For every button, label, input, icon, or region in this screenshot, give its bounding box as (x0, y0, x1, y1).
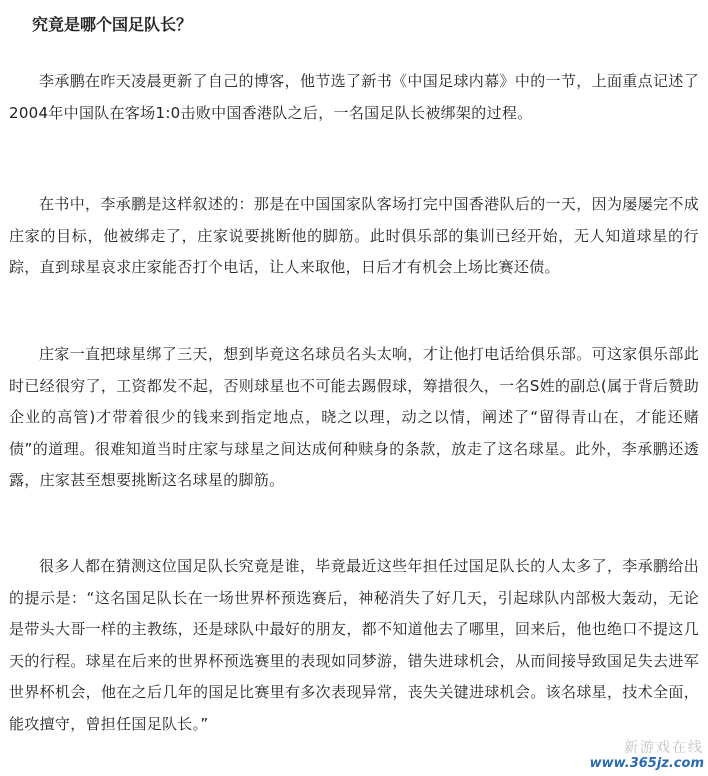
watermark (590, 740, 704, 772)
paragraph-1: 李承鹏在昨天凌晨更新了自己的博客，他节选了新书《中国足球内幕》中的一节，上面重点记述了2004年中国队在客场1:0击败中国香港队之后，一名国足队长被绑架的过程。 (9, 72, 699, 122)
paragraph-2: 在书中，李承鹏是这样叙述的：那是在中国国家队客场打完中国香港队后的一天，因为屡屡完不成庄家的目标，他被绑走了，庄家说要挑断他的脚筋。此时俱乐部的集训已经开始，无人知道球星的行踪，直到球星哀求庄家能否打个电话，让人来取他，日后才有机会上场比赛还债。 (9, 195, 699, 276)
paragraph-4: 很多人都在猜测这位国足队长究竟是谁，毕竟最近这些年担任过国足队长的人太多了，李承鹏给出的提示是：“这名国足队长在一场世界杯预选赛后，神秘消失了好几天，引起球队内部极大轰动，无论是带头大哥一样的主教练，还是球队中最好的朋友，都不知道他去了哪里，回来后，他也绝口不提这几天的行程。球星在后来的世界杯预选赛里的表现如同梦游，错失进球机会，从而间接导致国足失去进军世界杯机会，他在之后几年的国足比赛里有多次表现异常，丧失关键进球机会。该名球星，技术全面，能攻擅守，曾担任国足队长。” (9, 557, 699, 733)
watermark-brand: 新游戏在线 (624, 740, 704, 756)
article-title: 究竟是哪个国足队长？ (32, 15, 193, 34)
paragraph-3: 庄家一直把球星绑了三天，想到毕竟这名球员名头太响，才让他打电话给俱乐部。可这家俱乐部此时已经很穷了，工资都发不起，否则球星也不可能去踢假球，筹措很久，一名S姓的副总(属于背后赞助企业的高管)才带着很少的钱来到指定地点，晓之以理，动之以情，阐述了“留得青山在，才能还赌债”的道理。很难知道当时庄家与球星之间达成何种赎身的条款，放走了这名球星。此外，李承鹏还透露，庄家甚至想要挑断这名球星的脚筋。 (9, 345, 699, 489)
watermark-url: www.365jz.com (589, 756, 704, 771)
